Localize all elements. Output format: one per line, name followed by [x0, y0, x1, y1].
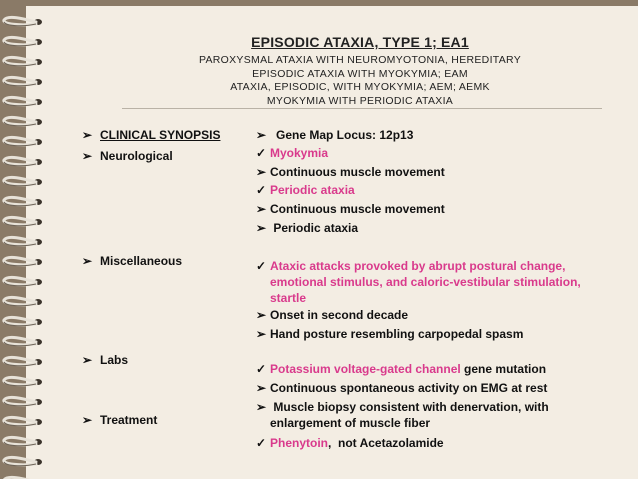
- check-bullet-icon: ✓: [256, 436, 267, 450]
- item-text-highlight: Phenytoin: [270, 436, 329, 450]
- header-divider: [122, 108, 602, 109]
- arrow-bullet-icon: ➢: [82, 128, 93, 142]
- arrow-bullet-icon: ➢: [256, 128, 267, 142]
- item-text: [270, 435, 620, 451]
- check-bullet-icon: ✓: [256, 362, 267, 376]
- item-text-rest: gene mutation: [460, 362, 547, 376]
- arrow-bullet-icon: ➢: [256, 221, 267, 235]
- arrow-bullet-icon: ➢: [82, 413, 93, 427]
- item-text: Myokymia: [270, 146, 329, 160]
- subtitle-line: EPISODIC ATAXIA WITH MYOKYMIA; EAM: [252, 67, 468, 80]
- item-text: Onset in second decade: [270, 308, 409, 322]
- check-bullet-icon: ✓: [256, 259, 267, 273]
- arrow-bullet-icon: ➢: [82, 254, 93, 268]
- arrow-bullet-icon: ➢: [256, 400, 267, 414]
- section-label: Treatment: [100, 413, 158, 427]
- check-bullet-icon: ✓: [256, 183, 267, 197]
- page-subtitle: [120, 54, 600, 108]
- section-label: Neurological: [100, 149, 173, 163]
- item-text: Periodic ataxia: [270, 183, 355, 197]
- page-title: EPISODIC ATAXIA, TYPE 1; EA1: [251, 34, 469, 50]
- subtitle-line: ATAXIA, EPISODIC, WITH MYOKYMIA; AEM; AEMK: [230, 81, 490, 93]
- arrow-bullet-icon: ➢: [256, 165, 267, 179]
- arrow-bullet-icon: ➢: [256, 308, 267, 322]
- subtitle-line: PAROXYSMAL ATAXIA WITH NEUROMYOTONIA, HEREDITARY: [198, 54, 522, 66]
- item-text: Gene Map Locus: 12p13: [276, 128, 414, 142]
- arrow-bullet-icon: ➢: [256, 327, 267, 341]
- check-bullet-icon: ✓: [256, 146, 267, 160]
- arrow-bullet-icon: ➢: [82, 149, 93, 163]
- item-text-rest: , not Acetazolamide: [328, 436, 444, 450]
- section-label: CLINICAL SYNOPSIS: [100, 128, 221, 142]
- spiral-binding-icon: [0, 0, 50, 479]
- item-text: Muscle biopsy consistent with denervation, with enlargement of muscle fiber: [270, 400, 553, 430]
- item-text: Hand posture resembling carpopedal spasm: [270, 327, 524, 341]
- section-label: Labs: [100, 353, 129, 367]
- arrow-bullet-icon: ➢: [256, 381, 267, 395]
- subtitle-line: MYOKYMIA WITH PERIODIC ATAXIA: [266, 94, 454, 107]
- section-label: Miscellaneous: [100, 254, 183, 268]
- arrow-bullet-icon: ➢: [82, 353, 93, 367]
- item-text: [270, 361, 620, 377]
- item-text: Continuous muscle movement: [270, 202, 445, 216]
- item-text: Ataxic attacks provoked by abrupt postural change, emotional stimulus, and caloric-vestibular stimulation, startle: [270, 259, 581, 305]
- item-text: Continuous muscle movement: [270, 165, 445, 179]
- item-text: Continuous spontaneous activity on EMG at rest: [270, 381, 548, 395]
- item-text-highlight: Potassium voltage-gated channel: [270, 362, 461, 376]
- item-text: Periodic ataxia: [270, 221, 359, 235]
- arrow-bullet-icon: ➢: [256, 202, 267, 216]
